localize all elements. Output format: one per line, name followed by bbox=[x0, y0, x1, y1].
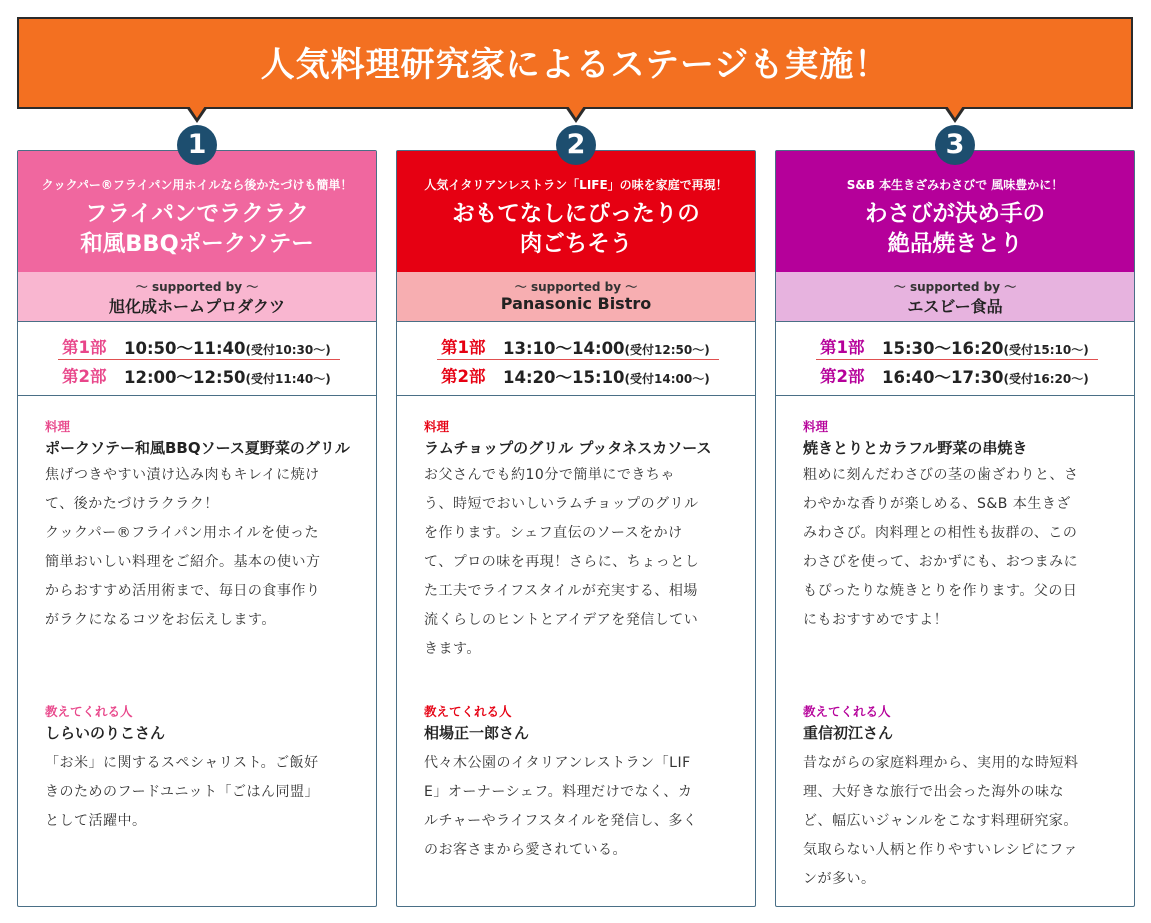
card-tagline: クックパー®フライパン用ホイルなら後かたづけも簡単！ bbox=[41, 178, 353, 192]
part-label: 第1部 bbox=[820, 338, 865, 357]
stage-banner bbox=[17, 17, 1133, 109]
supported-by-label: ～ supported by ～ bbox=[893, 280, 1017, 294]
part-time: 15:30～16:20(受付15:10～) bbox=[882, 339, 1089, 358]
dish-description: 焦げつきやすい漬け込み肉もキレイに焼け て、後かたづけラクラク！ クックパー®フライパン用ホイルを使った 簡単おいしい料理をご紹介。基本の使い方 からおすすめ活用術まで、毎日の食事作り がラクになるコツをお伝えします。 bbox=[45, 467, 321, 628]
card-title-line2: 和風BBQポークソテー bbox=[80, 231, 314, 257]
card-title-line2: 絶品焼きとり bbox=[887, 231, 1023, 257]
card-header bbox=[397, 151, 755, 272]
supported-by-label: ～ supported by ～ bbox=[514, 280, 638, 294]
card-header bbox=[776, 151, 1134, 272]
banner-pointer bbox=[944, 107, 966, 123]
sponsor-name: エスビー食品 bbox=[907, 297, 1003, 316]
card-title-line2: 肉ごちそう bbox=[519, 231, 633, 257]
teacher-label: 教えてくれる人 bbox=[45, 704, 133, 719]
part-time: 16:40～17:30(受付16:20～) bbox=[882, 368, 1089, 387]
supported-by-label: ～ supported by ～ bbox=[135, 280, 259, 294]
part-time: 13:10～14:00(受付12:50～) bbox=[503, 339, 710, 358]
dish-name: ラムチョップのグリル プッタネスカソース bbox=[424, 439, 712, 457]
part-label: 第2部 bbox=[820, 367, 865, 386]
dish-label: 料理 bbox=[45, 419, 71, 434]
part-label: 第1部 bbox=[62, 338, 107, 357]
schedule-row-1 bbox=[58, 333, 340, 360]
part-label: 第1部 bbox=[441, 338, 486, 357]
schedule bbox=[397, 322, 755, 396]
teacher-name: 相場正一郎さん bbox=[424, 724, 530, 742]
part-time: 10:50～11:40(受付10:30～) bbox=[124, 339, 331, 358]
schedule-row-2 bbox=[58, 362, 340, 388]
dish-description: お父さんでも約10分で簡単にできちゃ う、時短でおいしいラムチョップのグリル を作ります。シェフ直伝のソースをかけ て、プロの味を再現！さらに、ちょっとし た工夫でライフスタイルが充実する、相場 流くらしのヒントとアイデアを発信してい きます。 bbox=[424, 467, 700, 657]
teacher-name: しらいのりこさん bbox=[45, 724, 166, 742]
stage-card-1 bbox=[17, 150, 377, 907]
part-time: 14:20～15:10(受付14:00～) bbox=[503, 368, 710, 387]
card-support bbox=[397, 272, 755, 322]
card-title-line1: わさびが決め手の bbox=[864, 201, 1045, 227]
schedule-row-1 bbox=[816, 333, 1098, 360]
teacher-name: 重信初江さん bbox=[803, 724, 894, 742]
card-tagline: 人気イタリアンレストラン「LIFE」の味を家庭で再現！ bbox=[424, 178, 728, 192]
sponsor-name: 旭化成ホームプロダクツ bbox=[108, 297, 285, 316]
card-title-line1: フライパンでラクラク bbox=[85, 201, 309, 227]
teacher-label: 教えてくれる人 bbox=[803, 704, 891, 719]
stage-card-2 bbox=[396, 150, 756, 907]
schedule-row-1 bbox=[437, 333, 719, 360]
dish-label: 料理 bbox=[424, 419, 450, 434]
schedule-row-2 bbox=[816, 362, 1098, 388]
teacher-description: 「お米」に関するスペシャリスト。ご飯好 きのためのフードユニット「ごはん同盟」 として活躍中。 bbox=[45, 755, 319, 829]
part-label: 第2部 bbox=[441, 367, 486, 386]
card-support bbox=[776, 272, 1134, 322]
card-support bbox=[18, 272, 376, 322]
card-title-line1: おもてなしにぴったりの bbox=[452, 201, 700, 227]
card-title bbox=[18, 199, 376, 259]
schedule bbox=[776, 322, 1134, 396]
card-title bbox=[397, 199, 755, 259]
sponsor-name: Panasonic Bistro bbox=[500, 294, 652, 313]
teacher-label: 教えてくれる人 bbox=[424, 704, 512, 719]
stage-number-1: 1 bbox=[177, 125, 217, 165]
dish-name: 焼きとりとカラフル野菜の串焼き bbox=[803, 439, 1028, 457]
schedule-row-2 bbox=[437, 362, 719, 388]
schedule bbox=[18, 322, 376, 396]
banner-pointer bbox=[565, 107, 587, 123]
part-label: 第2部 bbox=[62, 367, 107, 386]
dish-label: 料理 bbox=[803, 419, 829, 434]
stage-number-3: 3 bbox=[935, 125, 975, 165]
stage-number-2: 2 bbox=[556, 125, 596, 165]
teacher-description: 昔ながらの家庭料理から、実用的な時短料 理、大好きな旅行で出会った海外の味な ど、幅広いジャンルをこなす料理研究家。 気取らない人柄と作りやすいレシピにファ ンが多い。 bbox=[803, 755, 1079, 887]
dish-name: ポークソテー和風BBQソース夏野菜のグリル bbox=[45, 439, 350, 457]
teacher-description: 代々木公園のイタリアンレストラン「LIF E」オーナーシェフ。料理だけでなく、カ ルチャーやライフスタイルを発信し、多く のお客さまから愛されている。 bbox=[424, 755, 698, 858]
banner-pointer bbox=[186, 107, 208, 123]
card-header bbox=[18, 151, 376, 272]
stage-card-3 bbox=[775, 150, 1135, 907]
banner-title: 人気料理研究家によるステージも実施！ bbox=[260, 45, 890, 85]
card-title bbox=[776, 199, 1134, 259]
dish-description: 粗めに刻んだわさびの茎の歯ざわりと、さ わやかな香りが楽しめる、S&B 本生きざ みわさび。肉料理との相性も抜群の、この わさびを使って、おかずにも、おつまみに もぴったりな焼きとりを作ります。父の日 にもおすすめですよ！ bbox=[803, 467, 1079, 628]
part-time: 12:00～12:50(受付11:40～) bbox=[124, 368, 331, 387]
card-tagline: S&B 本生きざみわさびで 風味豊かに！ bbox=[846, 178, 1064, 192]
